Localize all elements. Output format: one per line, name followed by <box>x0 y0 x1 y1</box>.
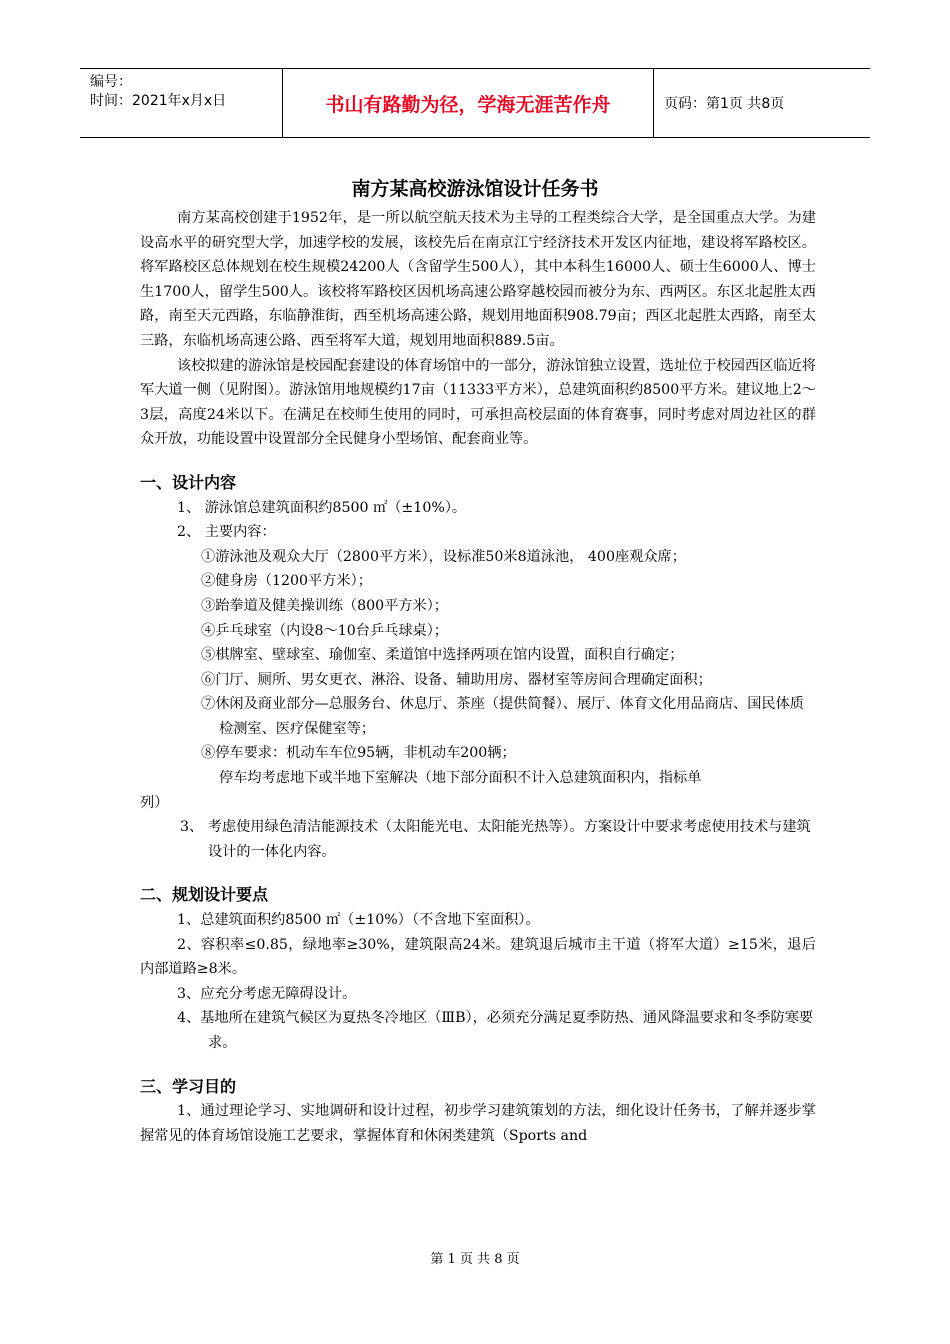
parking-note-continued: 列） <box>140 794 169 811</box>
header-meta <box>80 69 282 137</box>
document-title: 南方某高校游泳馆设计任务书 <box>351 178 599 200</box>
intro-paragraph-1: 南方某高校创建于1952年，是一所以航空航天技术为主导的工程类综合大学，是全国重点大学。为建设高水平的研究型大学，加速学校的发展，该校先后在南京江宁经济技术开发区内征地，建设将军路校区。将军路校区总体规划在校生规模24200人（含留学生500人），其中本科生16000人、硕士生6000人、博士生1700人，留学生500人。该校将军路校区因机场高速公路穿越校园而被分为东、西两区。东区北起胜太西路，南至天元西路，东临静淮街，西至机场高速公路，规划用地面积908.79亩；西区北起胜太西路，南至太三路，东临机场高速公路、西至将军大道，规划用地面积889.5亩。 <box>140 210 816 349</box>
document-header <box>80 68 870 138</box>
time-label: 时间：2021年x月x日 <box>90 93 227 109</box>
planning-item-4: 4、基地所在建筑气候区为夏热冬冷地区（ⅢB），必须充分满足夏季防热、通风降温要求和冬季防寒要求。 <box>177 1010 814 1051</box>
section-heading-planning: 二、规划设计要点 <box>140 885 269 905</box>
section-heading-design-content: 一、设计内容 <box>140 472 237 492</box>
design-subitem: ⑤棋牌室、壁球室、瑜伽室、柔道馆中选择两项在馆内设置，面积自行确定； <box>201 647 684 664</box>
design-subitem: ②健身房（1200平方米）； <box>201 573 372 590</box>
design-subitem: ⑦休闲及商业部分—总服务台、休息厅、茶座（提供简餐）、展厅、体育文化用品商店、国民体质检测室、医疗保健室等； <box>201 696 804 737</box>
header-motto: 书山有路勤为径，学海无涯苦作舟 <box>282 69 654 137</box>
design-subitem: ③跆拳道及健美操训练（800平方米）； <box>201 597 448 614</box>
page-footer: 第 1 页 共 8 页 <box>430 1252 520 1267</box>
intro-paragraph-2: 该校拟建的游泳馆是校园配套建设的体育场馆中的一部分，游泳馆独立设置，选址位于校园西区临近将军大道一侧（见附图）。游泳馆用地规模约17亩（11333平方米），总建筑面积约8500平方米。建议地上2～3层，高度24米以下。在满足在校师生使用的同时，可承担高校层面的体育赛事，同时考虑对周边社区的群众开放，功能设置中设置部分全民健身小型场馆、配套商业等。 <box>140 357 816 448</box>
design-subitem: ①游泳池及观众大厅（2800平方米），设标准50米8道泳池， 400座观众席； <box>201 548 686 565</box>
document-body <box>140 206 816 1148</box>
learning-item-1: 1、通过理论学习、实地调研和设计过程，初步学习建筑策划的方法，细化设计任务书，了解并逐步掌握常见的体育场馆设施工艺要求，掌握体育和休闲类建筑（Sports and <box>140 1103 816 1144</box>
design-item-2: 2、 主要内容： <box>177 524 276 541</box>
header-page-info: 页码：第1页 共8页 <box>664 96 785 112</box>
design-item-1: 1、 游泳馆总建筑面积约8500 ㎡（±10%）。 <box>177 499 467 516</box>
planning-item-2: 2、容积率≤0.85，绿地率≥30%，建筑限高24米。建筑退后城市主干道（将军大道）≥15米，退后内部道路≥8米。 <box>140 936 816 978</box>
planning-item-1: 1、总建筑面积约8500 ㎡（±10%）（不含地下室面积）。 <box>177 912 540 929</box>
design-subitem: ⑧停车要求：机动车车位95辆，非机动车200辆； <box>201 745 516 762</box>
parking-note: 停车均考虑地下或半地下室解决（地下部分面积不计入总建筑面积内，指标单 <box>219 770 702 787</box>
planning-item-3: 3、应充分考虑无障碍设计。 <box>177 985 357 1002</box>
design-item-3: 3、 考虑使用绿色清洁能源技术（太阳能光电、太阳能光热等）。方案设计中要求考虑使用技术与建筑设计的一体化内容。 <box>180 819 811 860</box>
design-subitem: ④乒乓球室（内设8～10台乒乓球桌）； <box>201 622 448 639</box>
number-label: 编号： <box>90 74 132 90</box>
design-subitem: ⑥门厅、厕所、男女更衣、淋浴、设备、辅助用房、器材室等房间合理确定面积； <box>201 671 712 688</box>
section-heading-learning-goals: 三、学习目的 <box>140 1076 237 1096</box>
